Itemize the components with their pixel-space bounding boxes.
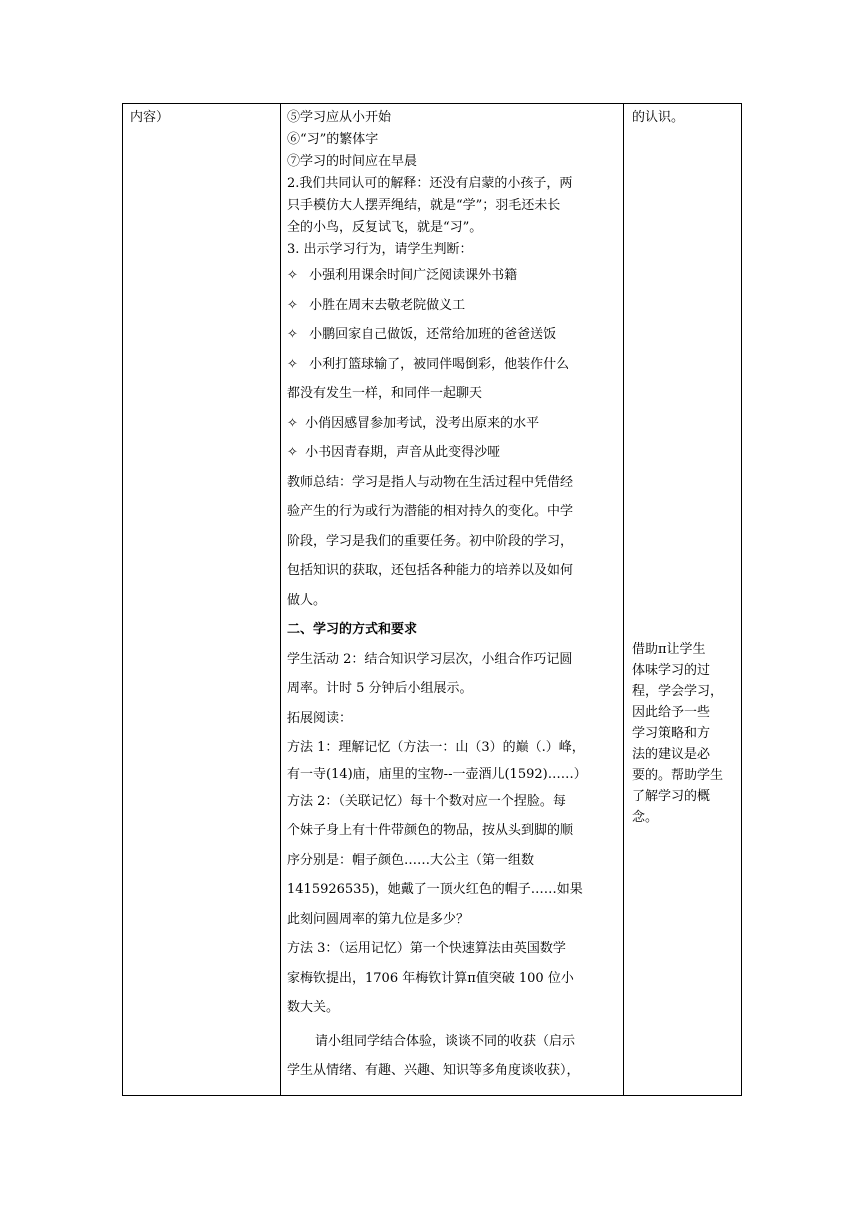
method-line: 家梅钦提出，1706 年梅钦计算π值突破 100 位小: [287, 970, 574, 986]
list-item: ⑥“习”的繁体字: [287, 132, 379, 147]
activity-line: 学生活动 2：结合知识学习层次，小组合作巧记圆: [287, 651, 573, 667]
summary-line: 教师总结：学习是指人与动物在生活过程中凭借经: [287, 474, 574, 490]
content-label: 内容）: [130, 110, 170, 125]
activity-line: 周率。计时 5 分钟后小组展示。: [287, 681, 473, 696]
design-intent-line: 体味学习的过: [632, 663, 711, 678]
summary-line: 验产生的行为或行为潜能的相对持久的变化。中学: [287, 504, 574, 519]
summary-line: 阶段，学习是我们的重要任务。初中阶段的学习，: [287, 533, 574, 549]
behavior-item: [287, 320, 619, 350]
design-intent-note: [632, 639, 738, 828]
design-intent-line: 因此给予一些: [632, 705, 711, 720]
method-line: 1415926535)，她戴了一顶火红色的帽子……如果: [287, 882, 583, 897]
column-divider-2: [623, 104, 624, 1095]
behavior-item: [287, 409, 619, 439]
column-divider-1: [280, 104, 281, 1095]
closing-line: 学生从情绪、有趣、兴趣、知识等多角度谈收获），: [287, 1063, 580, 1078]
diamond-bullet-icon: ✧: [287, 297, 298, 313]
behavior-text: 小鹏回家自己做饭，还常给加班的爸爸送饭: [309, 327, 557, 342]
behavior-item: [287, 438, 619, 468]
show-behaviors-title: 3. 出示学习行为，请学生判断：: [287, 242, 473, 257]
method-line: 个妹子身上有十件带颜色的物品，按从头到脚的顺: [287, 823, 574, 838]
diamond-bullet-icon: ✧: [287, 356, 298, 372]
design-intent-line: 借助π让学生: [632, 642, 706, 657]
list-item: ⑤学习应从小开始: [287, 110, 392, 125]
design-intent-line: 了解学习的概: [632, 789, 711, 804]
method-line: 有一寺(14)庙，庙里的宝物--一壶酒儿(1592)……）: [287, 766, 587, 782]
closing-line: 请小组同学结合体验，谈谈不同的收获（启示: [315, 1033, 576, 1049]
behavior-item: [287, 350, 619, 380]
design-intent-top-cell: [632, 107, 738, 128]
behavior-text: 小胜在周末去敬老院做义工: [309, 297, 466, 313]
explanation-line: 2.我们共同认可的解释：还没有启蒙的小孩子，两: [287, 176, 573, 191]
behavior-text: 小利打篮球输了，被同伴喝倒彩，他装作什么: [309, 356, 570, 372]
diamond-bullet-icon: ✧: [287, 445, 298, 460]
method-line: 方法 2：（关联记忆）每十个数对应一个捏脸。每: [287, 793, 566, 809]
list-item: ⑦学习的时间应在早晨: [287, 154, 418, 169]
design-intent-line: 要的。帮助学生: [632, 768, 724, 783]
method-line: 序分别是：帽子颜色……大公主（第一组数: [287, 852, 535, 868]
behavior-item: [287, 291, 619, 321]
explanation-line: 只手模仿大人摆弄绳结，就是“学”；羽毛还未长: [287, 198, 561, 213]
design-intent-line: 学习策略和方: [632, 726, 711, 741]
section-heading: 二、学习的方式和要求: [287, 622, 418, 637]
behavior-item: [287, 261, 619, 291]
reading-label: 拓展阅读：: [287, 710, 353, 726]
summary-line: 做人。: [287, 592, 327, 608]
behavior-text-continued: 都没有发生一样，和同伴一起聊天: [287, 386, 483, 401]
summary-line: 包括知识的获取，还包括各种能力的培养以及如何: [287, 563, 574, 578]
method-line: 方法 1：理解记忆（方法一：山（3）的巅（.）峰，: [287, 740, 585, 755]
content-label-cell: [130, 107, 280, 129]
behavior-text: 小俏因感冒参加考试，没考出原来的水平: [305, 415, 540, 431]
design-intent-line: 程，学会学习，: [632, 684, 724, 699]
behavior-text: 小强利用课余时间广泛阅读课外书籍: [309, 268, 518, 283]
diamond-bullet-icon: ✧: [287, 268, 298, 283]
design-intent-line: 念。: [632, 810, 659, 825]
teaching-process-cell: [287, 107, 619, 1086]
design-intent-text: 的认识。: [632, 110, 685, 125]
method-line: 数大关。: [287, 1000, 340, 1015]
diamond-bullet-icon: ✧: [287, 327, 298, 342]
method-line: 此刻问圆周率的第九位是多少？: [287, 911, 470, 927]
diamond-bullet-icon: ✧: [287, 415, 298, 431]
lesson-plan-table: [122, 103, 742, 1096]
explanation-line: 全的小鸟，反复试飞，就是“习”。: [287, 220, 483, 235]
method-line: 方法 3：（运用记忆）第一个快速算法由英国数学: [287, 941, 566, 956]
design-intent-line: 法的建议是必: [632, 747, 711, 762]
behavior-text: 小书因青春期，声音从此变得沙哑: [305, 445, 501, 460]
